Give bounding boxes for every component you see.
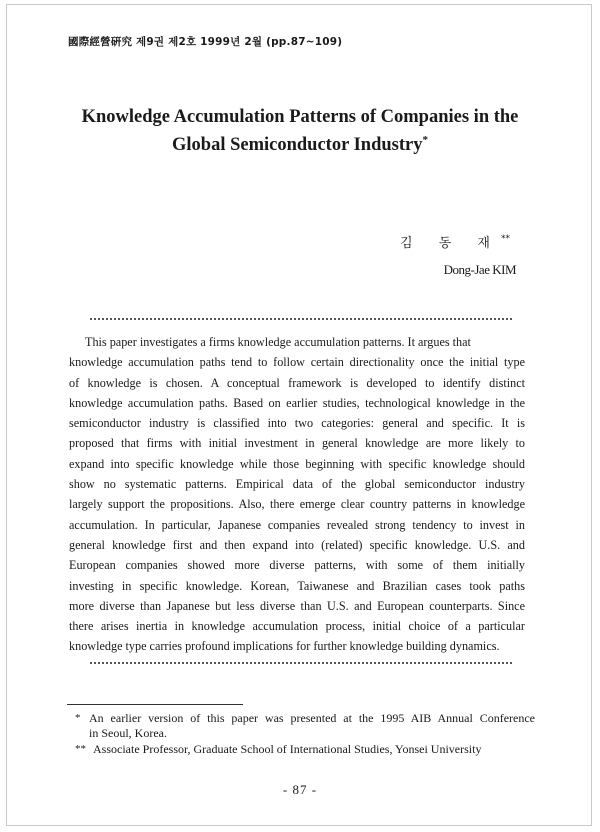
- abstract-line: proposed that firms with initial investment in general knowledge are more likely to: [69, 436, 525, 451]
- page-number: - 87 -: [282, 782, 318, 797]
- footnote-2-marker: **: [75, 743, 86, 755]
- abstract-line: largely support the propositions. Also, there emerge clear country patterns in knowledge: [69, 497, 525, 512]
- title-line-2: [40, 131, 560, 159]
- footnote-2: [75, 742, 535, 757]
- abstract-line: investing in specific knowledge. Korean, Taiwanese and Brazilian cases took paths: [69, 578, 525, 593]
- paper-title: [40, 103, 560, 159]
- footnote-1-marker: *: [75, 712, 81, 724]
- abstract: [69, 332, 525, 657]
- footnote-1-line-2: in Seoul, Korea.: [89, 726, 167, 740]
- footnote-separator: [67, 704, 243, 705]
- abstract-line: This paper investigates a firms knowledge accumulation patterns. It argues that: [85, 335, 471, 349]
- abstract-line: knowledge accumulation paths. Based on earlier studies, technological knowledge in the: [69, 395, 525, 410]
- author-korean-name: [400, 232, 510, 251]
- abstract-line: semiconductor industry is classified into two categories: general and specific. It is: [69, 416, 525, 431]
- author-footnote-marker: **: [501, 234, 510, 244]
- abstract-bottom-divider: [90, 662, 512, 664]
- journal-header: 國際經營硏究 제9권 제2호 1999년 2월 (pp.87~109): [68, 36, 343, 48]
- abstract-line: accumulation. In particular, Japanese companies revealed strong tendency to invest in: [69, 517, 525, 532]
- abstract-line: show no systematic patterns. Empirical data of the global semiconductor industry: [69, 477, 525, 492]
- abstract-line: expand into specific knowledge while those beginning with specific knowledge should: [69, 456, 525, 471]
- abstract-line: of knowledge is chosen. A conceptual framework is developed to identify distinct: [69, 375, 525, 390]
- footnotes: [75, 711, 535, 758]
- abstract-line: European companies showed more diverse patterns, with some of them initially: [69, 558, 525, 573]
- footnote-1: [75, 711, 535, 741]
- title-line-1: Knowledge Accumulation Patterns of Companies in the: [81, 107, 519, 127]
- author-korean-name-text: 김 동 재: [400, 236, 501, 251]
- abstract-line: general knowledge first and then expand into (related) specific knowledge. U.S. and: [69, 537, 525, 552]
- abstract-line: more diverse than Japanese but less diverse than U.S. and European counterparts. Since: [69, 598, 525, 613]
- footnote-2-text: [93, 742, 535, 757]
- abstract-line: there arises inertia in knowledge accumulation process, initial choice of a particular: [69, 619, 525, 634]
- footnote-1-text: [89, 711, 535, 741]
- title-line-2-text: Global Semiconductor Industry: [172, 135, 423, 155]
- abstract-line: knowledge type carries profound implications for further knowledge building dynamics.: [69, 639, 500, 654]
- author-english-name: Dong-Jae KIM: [443, 262, 516, 277]
- footnote-1-line-1: An earlier version of this paper was presented at the 1995 AIB Annual Conference: [89, 711, 535, 725]
- abstract-top-divider: [90, 318, 512, 320]
- footnote-2-line-1: Associate Professor, Graduate School of International Studies, Yonsei University: [93, 742, 482, 756]
- title-footnote-marker: *: [422, 134, 428, 146]
- abstract-line: knowledge accumulation paths tend to follow certain directionality once the initial type: [69, 355, 525, 370]
